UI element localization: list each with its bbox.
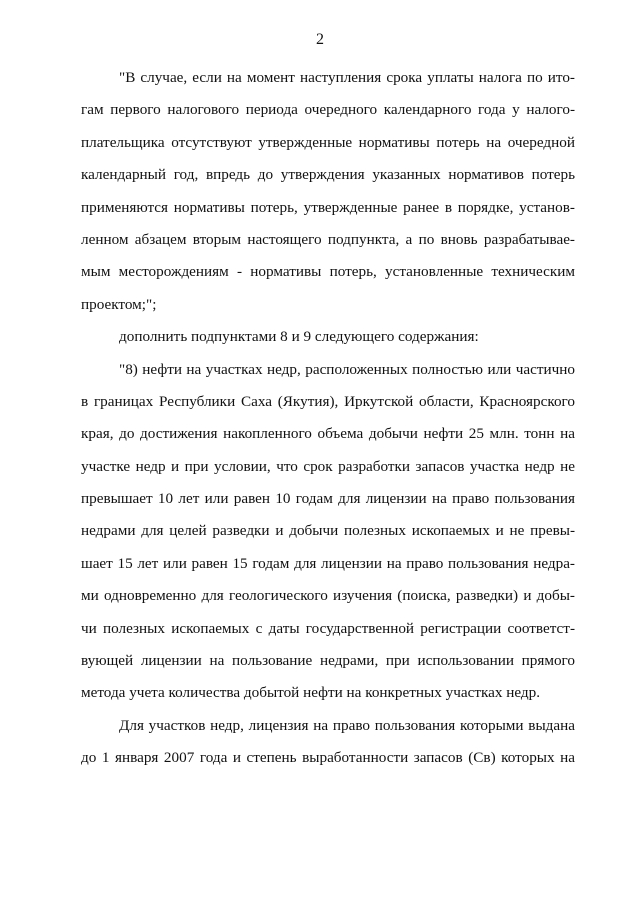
text-line: мым месторождениям - нормативы потерь, установленные техническим	[81, 263, 575, 281]
text-line: "8) нефти на участках недр, расположенных полностью или частично	[119, 360, 575, 378]
text-line: плательщика отсутствуют утвержденные нормативы потерь на очередной	[81, 133, 575, 151]
text-line: участке недр и при условии, что срок разработки запасов участка недр не	[81, 457, 575, 475]
paragraph-subclause-8	[81, 354, 575, 710]
paragraph-losses-norms	[81, 62, 575, 321]
text-line: ми одновременно для геологического изучения (поиска, разведки) и добы-	[81, 587, 575, 605]
paragraph-subsoil-plots	[81, 710, 575, 775]
text-line: применяются нормативы потерь, утвержденные ранее в порядке, установ-	[81, 198, 575, 216]
text-line: "В случае, если на момент наступления срока уплаты налога по ито-	[119, 69, 575, 86]
text-line: вующей лицензии на пользование недрами, при использовании прямого	[81, 652, 575, 670]
text-line: превышает 10 лет или равен 10 годам для лицензии на право пользования	[81, 490, 575, 508]
text-line: дополнить подпунктами 8 и 9 следующего содержания:	[119, 328, 479, 346]
text-line: чи полезных ископаемых с даты государственной регистрации соответст-	[81, 619, 575, 637]
document-body	[81, 62, 575, 775]
text-line: гам первого налогового периода очередного календарного года у налого-	[81, 101, 575, 119]
text-line: Для участков недр, лицензия на право пользования которыми выдана	[119, 716, 575, 734]
text-line: проектом;";	[81, 295, 157, 313]
text-line: до 1 января 2007 года и степень выработанности запасов (Св) которых на	[81, 749, 575, 767]
text-line: недрами для целей разведки и добычи полезных ископаемых и не превы-	[81, 522, 575, 540]
page-number: 2	[316, 31, 324, 48]
text-line: ленном абзацем вторым настоящего подпункта, а по вновь разрабатывае-	[81, 230, 575, 248]
text-line: календарный год, впредь до утверждения указанных нормативов потерь	[81, 166, 575, 184]
text-line: края, до достижения накопленного объема добычи нефти 25 млн. тонн на	[81, 425, 575, 443]
text-line: метода учета количества добытой нефти на конкретных участках недр.	[81, 684, 541, 702]
text-line: в границах Республики Саха (Якутия), Иркутской области, Красноярского	[81, 392, 575, 410]
paragraph-add-subclauses	[81, 321, 575, 353]
text-line: шает 15 лет или равен 15 годам для лицензии на право пользования недра-	[81, 554, 575, 572]
